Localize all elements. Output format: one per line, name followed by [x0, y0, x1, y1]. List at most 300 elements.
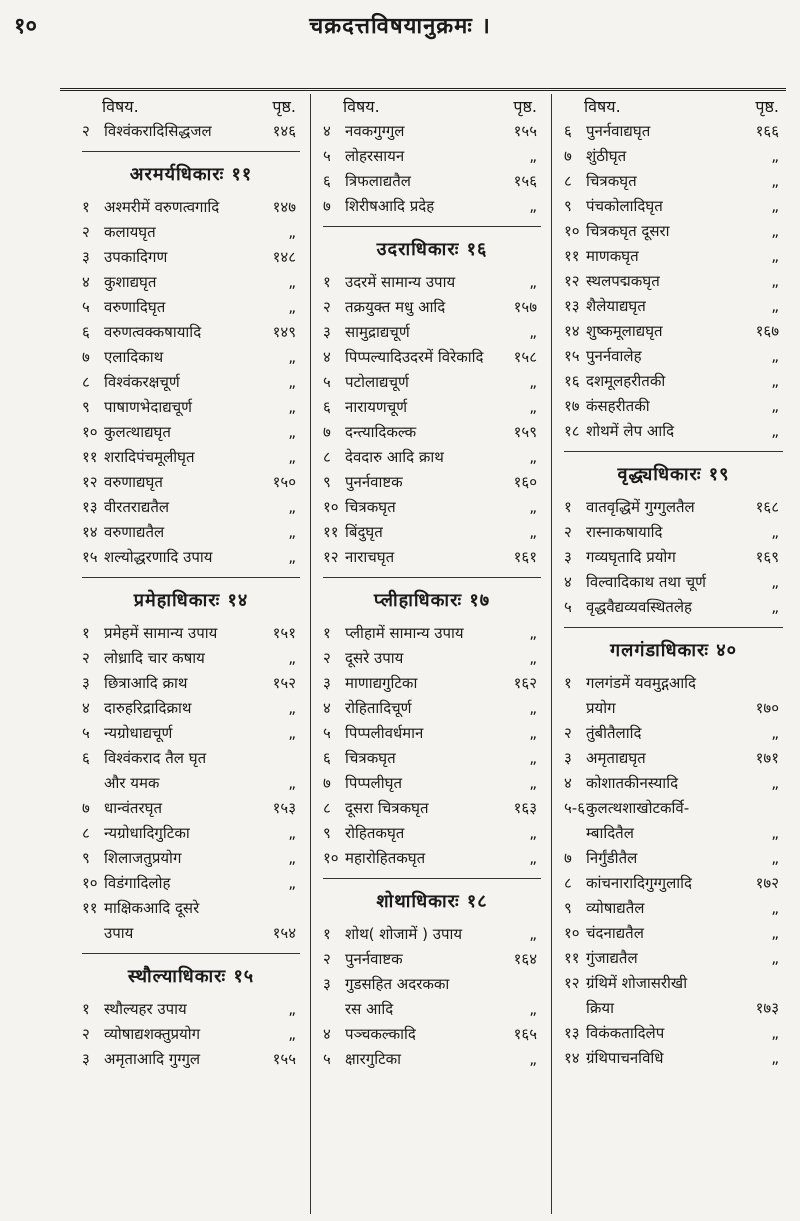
entry-page: १५३: [272, 799, 296, 817]
entry-subject: वरुणाद्यतैल: [104, 523, 165, 541]
index-entry: [82, 221, 300, 246]
entry-subject: कलायघृत: [104, 223, 156, 241]
entry-page: „: [529, 373, 537, 391]
index-entry: [82, 922, 300, 947]
entry-number: ५: [82, 298, 90, 316]
index-entry: [82, 847, 300, 872]
entry-page: „: [771, 849, 779, 867]
entry-page: „: [529, 774, 537, 792]
entry-subject: विकंकतादिलेप: [586, 1024, 665, 1042]
entry-subject: कुलत्थशाखोटकर्वि-: [586, 799, 690, 817]
entry-number: २: [323, 298, 331, 316]
header-rule: [60, 88, 786, 91]
index-entry: [82, 421, 300, 446]
entry-number: ४: [564, 573, 572, 591]
entry-subject: अश्मरीमें वरुणत्वगादि: [104, 198, 220, 216]
index-entry: [82, 672, 300, 697]
entry-number: १०: [564, 924, 580, 942]
column-header: [564, 94, 783, 120]
entry-number: १०: [82, 874, 98, 892]
entry-page: „: [771, 598, 779, 616]
entry-number: ३: [82, 1050, 90, 1068]
entry-subject: गुडसहित अदरकका: [345, 975, 450, 993]
index-entry: [564, 997, 783, 1022]
entry-number: १४: [564, 322, 580, 340]
entry-page: „: [771, 1049, 779, 1067]
entry-number: ९: [82, 849, 90, 867]
entry-number: ३: [564, 749, 572, 767]
chapter-heading: प्लीहाधिकारः १७: [323, 577, 541, 618]
entry-page: „: [288, 724, 296, 742]
entry-page: „: [288, 273, 296, 291]
index-entry: [564, 596, 783, 621]
index-entry: [82, 321, 300, 346]
index-entry: [564, 295, 783, 320]
entry-number: १: [82, 198, 90, 216]
entry-page: „: [771, 422, 779, 440]
entry-page: १६३: [513, 799, 537, 817]
entry-subject: वरुणत्वक्कषायादि: [104, 323, 202, 341]
index-entry: [323, 797, 541, 822]
entry-number: ६: [82, 323, 90, 341]
index-entry: [323, 321, 541, 346]
entry-page: „: [529, 147, 537, 165]
entry-subject: गलगंडमें यवमुद्गआदि: [586, 674, 697, 692]
chapter-heading: स्थौल्याधिकारः १५: [82, 953, 300, 994]
entry-page: „: [529, 1050, 537, 1068]
entry-number: ८: [82, 824, 90, 842]
entry-subject: क्षारगुटिका: [345, 1050, 402, 1068]
entry-subject: वरुणादिघृत: [104, 298, 166, 316]
index-entry: [323, 296, 541, 321]
entry-subject: दारुहरिद्रादिक्राथ: [104, 699, 192, 717]
entry-number: १५: [564, 347, 580, 365]
entry-page: „: [288, 398, 296, 416]
entry-subject: माणाद्यगुटिका: [345, 674, 418, 692]
entry-number: १०: [323, 849, 339, 867]
entry-number: १: [323, 273, 331, 291]
entry-page: „: [288, 649, 296, 667]
entry-page: १६८: [755, 498, 779, 516]
entry-number: १६: [564, 372, 580, 390]
index-entry: [323, 1048, 541, 1073]
entry-page: १५६: [513, 172, 537, 190]
entry-subject: पंचकोलादिघृत: [586, 197, 663, 215]
entry-page: „: [288, 348, 296, 366]
entry-page: १५५: [272, 1050, 296, 1068]
entry-number: ९: [82, 398, 90, 416]
entry-page: „: [771, 347, 779, 365]
index-entry: [82, 822, 300, 847]
entry-number: ११: [82, 899, 98, 917]
entry-number: ४: [564, 774, 572, 792]
index-entry: [564, 722, 783, 747]
entry-number: १: [564, 674, 572, 692]
entry-number: ४: [323, 1025, 331, 1043]
index-entry: [564, 847, 783, 872]
entry-number: ९: [564, 197, 572, 215]
entry-number: ४: [82, 699, 90, 717]
entry-page: „: [288, 223, 296, 241]
index-entry: [564, 496, 783, 521]
index-entry: [564, 947, 783, 972]
entry-number: १२: [82, 473, 98, 491]
chapter-heading: वृद्ध्यधिकारः १९: [564, 451, 783, 492]
entry-page: १७२: [755, 874, 779, 892]
entry-subject: छित्राआदि क्राथ: [104, 674, 188, 692]
index-entry: [82, 296, 300, 321]
entry-page: „: [529, 323, 537, 341]
entry-page: „: [529, 273, 537, 291]
index-entry: [564, 897, 783, 922]
entry-subject: शरादिपंचमूलीघृत: [104, 448, 195, 466]
entry-page: „: [529, 724, 537, 742]
entry-subject: विश्वंकराद तैल घृत: [104, 749, 207, 767]
column-header-page: पृष्ठ.: [272, 97, 296, 116]
index-entry: [323, 421, 541, 446]
index-entry: [564, 772, 783, 797]
entry-page: „: [529, 398, 537, 416]
entry-subject: शैलेयाद्यघृत: [586, 297, 646, 315]
index-entry: [323, 546, 541, 571]
column-header-page: पृष्ठ.: [755, 97, 779, 116]
entry-number: १२: [564, 974, 580, 992]
index-entry: [323, 622, 541, 647]
entry-subject: ग्रंथिपाचनविधि: [586, 1049, 664, 1067]
entry-subject: ग्रंथिमें शोजासरीखी: [586, 974, 688, 992]
entry-page: „: [288, 1025, 296, 1043]
index-entry: [323, 446, 541, 471]
column-header-subject: विषय.: [584, 97, 621, 116]
entry-page: „: [288, 874, 296, 892]
entry-number: १४: [82, 523, 98, 541]
entry-number: ७: [82, 799, 90, 817]
entry-page: १५०: [272, 473, 296, 491]
entry-page: १७०: [755, 699, 779, 717]
index-entry: [323, 672, 541, 697]
entry-page: „: [288, 298, 296, 316]
entry-page: „: [529, 498, 537, 516]
entry-subject: विल्वादिकाथ तथा चूर्ण: [586, 573, 706, 591]
index-entry: [82, 120, 300, 145]
entry-page: „: [288, 423, 296, 441]
entry-subject: पुनर्नवाष्टक: [345, 950, 403, 968]
entry-number: १३: [564, 297, 580, 315]
entry-subject: शोथमें लेप आदि: [586, 422, 675, 440]
index-entry: [82, 271, 300, 296]
entry-page: १५९: [513, 423, 537, 441]
index-entry: [82, 772, 300, 797]
entry-subject: गव्यघृतादि प्रयोग: [586, 548, 676, 566]
entry-page: १५४: [272, 924, 296, 942]
entry-subject: दशमूलहरीतकी: [586, 372, 666, 390]
entry-page: „: [771, 272, 779, 290]
entry-number: ८: [323, 448, 331, 466]
entry-number: ६: [323, 172, 331, 190]
entry-number: ३: [564, 548, 572, 566]
entry-subject: विश्वंकरादिसिद्धजल: [104, 122, 212, 140]
index-entry: [564, 395, 783, 420]
entry-subject: उपकादिगण: [104, 248, 168, 266]
index-entry: [82, 1048, 300, 1073]
entry-number: ३: [323, 674, 331, 692]
entry-subject: अमृताद्यघृत: [586, 749, 646, 767]
entry-number: २: [564, 523, 572, 541]
index-entry: [82, 371, 300, 396]
entry-page: „: [529, 749, 537, 767]
column-header-subject: विषय.: [102, 97, 139, 116]
entry-subject: विडंगादिलोह: [104, 874, 171, 892]
entry-page: „: [288, 849, 296, 867]
index-entry: [323, 722, 541, 747]
entry-number: १३: [82, 498, 98, 516]
index-entry: [82, 647, 300, 672]
entry-subject: पटोलाद्यचूर्ण: [345, 373, 409, 391]
entry-subject: महारोहितकघृत: [345, 849, 426, 867]
entry-subject: म्बादितैल: [586, 824, 634, 842]
index-entry: [323, 948, 541, 973]
index-entry: [323, 195, 541, 220]
entry-number: ६: [323, 398, 331, 416]
entry-subject: लोध्रादि चार कषाय: [104, 649, 205, 667]
entry-subject: दन्त्यादिकल्क: [345, 423, 417, 441]
index-entry: [564, 220, 783, 245]
index-entry: [82, 521, 300, 546]
entry-subject: स्थौल्यहर उपाय: [104, 1000, 187, 1018]
entry-page: „: [771, 924, 779, 942]
index-entry: [82, 747, 300, 772]
entry-number: ५-६: [564, 799, 586, 817]
entry-subject: चित्रकघृत दूसरा: [586, 222, 670, 240]
entry-subject: प्रयोग: [586, 699, 616, 717]
entry-page: १५२: [272, 674, 296, 692]
entry-number: १०: [82, 423, 98, 441]
entry-page: १४७: [272, 198, 296, 216]
entry-page: „: [529, 1000, 537, 1018]
index-entry: [564, 872, 783, 897]
entry-number: ३: [82, 674, 90, 692]
entry-number: ६: [564, 122, 572, 140]
entry-page: १५७: [513, 298, 537, 316]
entry-subject: सामुद्राद्यचूर्ण: [345, 323, 410, 341]
entry-subject: वीरतराद्यतैल: [104, 498, 170, 516]
entry-page: „: [288, 774, 296, 792]
index-entry: [564, 320, 783, 345]
index-entry: [323, 496, 541, 521]
entry-page: १६६: [755, 122, 779, 140]
entry-number: ९: [323, 473, 331, 491]
entry-number: १२: [564, 272, 580, 290]
entry-number: ५: [323, 724, 331, 742]
entry-number: ८: [82, 373, 90, 391]
index-entry: [564, 370, 783, 395]
entry-number: २: [82, 223, 90, 241]
entry-subject: रास्नाकषायादि: [586, 523, 663, 541]
entry-subject: और यमक: [104, 774, 160, 792]
entry-number: ९: [323, 824, 331, 842]
entry-subject: नारायणचूर्ण: [345, 398, 408, 416]
entry-subject: माणकघृत: [586, 247, 639, 265]
entry-number: १३: [564, 1024, 580, 1042]
entry-page: „: [771, 147, 779, 165]
entry-subject: पुनर्नवाष्टक: [345, 473, 403, 491]
entry-number: १४: [564, 1049, 580, 1067]
entry-subject: कोशातकीनस्यादि: [586, 774, 679, 792]
entry-page: „: [529, 448, 537, 466]
index-entry: [323, 697, 541, 722]
entry-subject: रोहितकघृत: [345, 824, 405, 842]
entry-number: ४: [323, 699, 331, 717]
entry-page: „: [288, 824, 296, 842]
index-entry: [564, 245, 783, 270]
entry-page: १५१: [272, 624, 296, 642]
entry-number: १८: [564, 422, 580, 440]
index-entry: [564, 1047, 783, 1072]
entry-page: „: [771, 1024, 779, 1042]
index-column-2: [311, 94, 552, 1214]
entry-subject: नाराचघृत: [345, 548, 395, 566]
entry-page: „: [771, 197, 779, 215]
entry-number: २: [323, 649, 331, 667]
column-header: [323, 94, 541, 120]
entry-page: १६२: [513, 674, 537, 692]
entry-page: „: [771, 899, 779, 917]
entry-number: २: [82, 649, 90, 667]
entry-subject: शल्योद्धरणादि उपाय: [104, 548, 213, 566]
entry-subject: न्यग्रोधादिगुटिका: [104, 824, 190, 842]
entry-page: „: [288, 498, 296, 516]
entry-subject: निर्गुंडीतैल: [586, 849, 638, 867]
entry-number: १: [82, 624, 90, 642]
entry-number: २: [82, 122, 90, 140]
index-entry: [323, 998, 541, 1023]
entry-number: ७: [564, 849, 572, 867]
index-entry: [82, 496, 300, 521]
entry-number: ५: [323, 147, 331, 165]
entry-subject: स्थलपद्मकघृत: [586, 272, 660, 290]
entry-number: ९: [564, 899, 572, 917]
entry-subject: शिलाजतुप्रयोग: [104, 849, 182, 867]
index-entry: [323, 647, 541, 672]
entry-page: १६४: [513, 950, 537, 968]
entry-page: „: [529, 624, 537, 642]
entry-number: ५: [82, 724, 90, 742]
entry-subject: कांचनारादिगुग्गुलादि: [586, 874, 693, 892]
entry-number: ७: [323, 197, 331, 215]
entry-subject: बिंदुघृत: [345, 523, 383, 541]
entry-number: १०: [323, 498, 339, 516]
index-entry: [323, 747, 541, 772]
entry-page: १४८: [272, 248, 296, 266]
entry-subject: कंसहरीतकी: [586, 397, 650, 415]
entry-page: „: [288, 1000, 296, 1018]
chapter-heading: अरमर्यधिकारः ११: [82, 151, 300, 192]
index-entry: [82, 998, 300, 1023]
entry-page: „: [288, 548, 296, 566]
entry-page: „: [288, 699, 296, 717]
index-entry: [564, 822, 783, 847]
entry-subject: प्रमेहमें सामान्य उपाय: [104, 624, 218, 642]
entry-subject: देवदारु आदि क्राथ: [345, 448, 444, 466]
entry-number: १७: [564, 397, 580, 415]
index-entry: [323, 471, 541, 496]
entry-number: १: [82, 1000, 90, 1018]
entry-subject: उपाय: [104, 924, 134, 942]
entry-page: „: [771, 247, 779, 265]
entry-number: १५: [82, 548, 98, 566]
entry-subject: पुनर्नवाद्यघृत: [586, 122, 651, 140]
entry-page: „: [771, 824, 779, 842]
entry-number: १: [323, 925, 331, 943]
entry-page: १६९: [755, 548, 779, 566]
index-entry: [82, 346, 300, 371]
entry-page: „: [288, 373, 296, 391]
index-entry: [564, 697, 783, 722]
entry-subject: पाषाणभेदाद्यचूर्ण: [104, 398, 193, 416]
entry-page: „: [771, 397, 779, 415]
running-title: चक्रदत्तविषयानुक्रमः ।: [309, 14, 491, 39]
index-entry: [564, 345, 783, 370]
index-entry: [564, 521, 783, 546]
index-entry: [323, 772, 541, 797]
entry-page: „: [529, 925, 537, 943]
index-entry: [323, 145, 541, 170]
index-entry: [82, 546, 300, 571]
index-entry: [82, 471, 300, 496]
chapter-heading: गलगंडाधिकारः ४०: [564, 627, 783, 668]
index-entry: [82, 872, 300, 897]
entry-page: „: [288, 523, 296, 541]
index-entry: [323, 973, 541, 998]
index-entry: [82, 622, 300, 647]
index-entry: [564, 170, 783, 195]
entry-number: १०: [564, 222, 580, 240]
entry-number: ४: [323, 348, 331, 366]
entry-number: ८: [564, 874, 572, 892]
column-header-page: पृष्ठ.: [513, 97, 537, 116]
entry-subject: नवकगुग्गुल: [345, 122, 405, 140]
index-entry: [564, 747, 783, 772]
entry-number: ४: [323, 122, 331, 140]
entry-number: ७: [82, 348, 90, 366]
entry-subject: तुंबीतैलादि: [586, 724, 642, 742]
index-entry: [323, 396, 541, 421]
entry-number: ११: [564, 247, 580, 265]
index-entry: [82, 246, 300, 271]
entry-subject: पिप्पल्यादिउदरमें विरेकादि: [345, 348, 484, 366]
index-entry: [323, 271, 541, 296]
entry-subject: चित्रकघृत: [586, 172, 637, 190]
entry-number: २: [564, 724, 572, 742]
entry-page: „: [771, 573, 779, 591]
index-entry: [323, 170, 541, 195]
entry-number: ६: [82, 749, 90, 767]
entry-subject: वातवृद्धिमें गुग्गुलतैल: [586, 498, 695, 516]
entry-subject: दूसरे उपाय: [345, 649, 404, 667]
entry-subject: माक्षिकआदि दूसरे: [104, 899, 200, 917]
entry-subject: त्रिफलाद्यतैल: [345, 172, 411, 190]
entry-page: १५५: [513, 122, 537, 140]
entry-page: १६७: [755, 322, 779, 340]
entry-subject: शोथ( शोजामें ) उपाय: [345, 925, 463, 943]
entry-number: ७: [323, 423, 331, 441]
entry-number: ७: [564, 147, 572, 165]
entry-number: ५: [323, 1050, 331, 1068]
entry-page: „: [288, 448, 296, 466]
entry-page: १४६: [272, 122, 296, 140]
chapter-heading: उदराधिकारः १६: [323, 226, 541, 267]
entry-page: „: [771, 172, 779, 190]
